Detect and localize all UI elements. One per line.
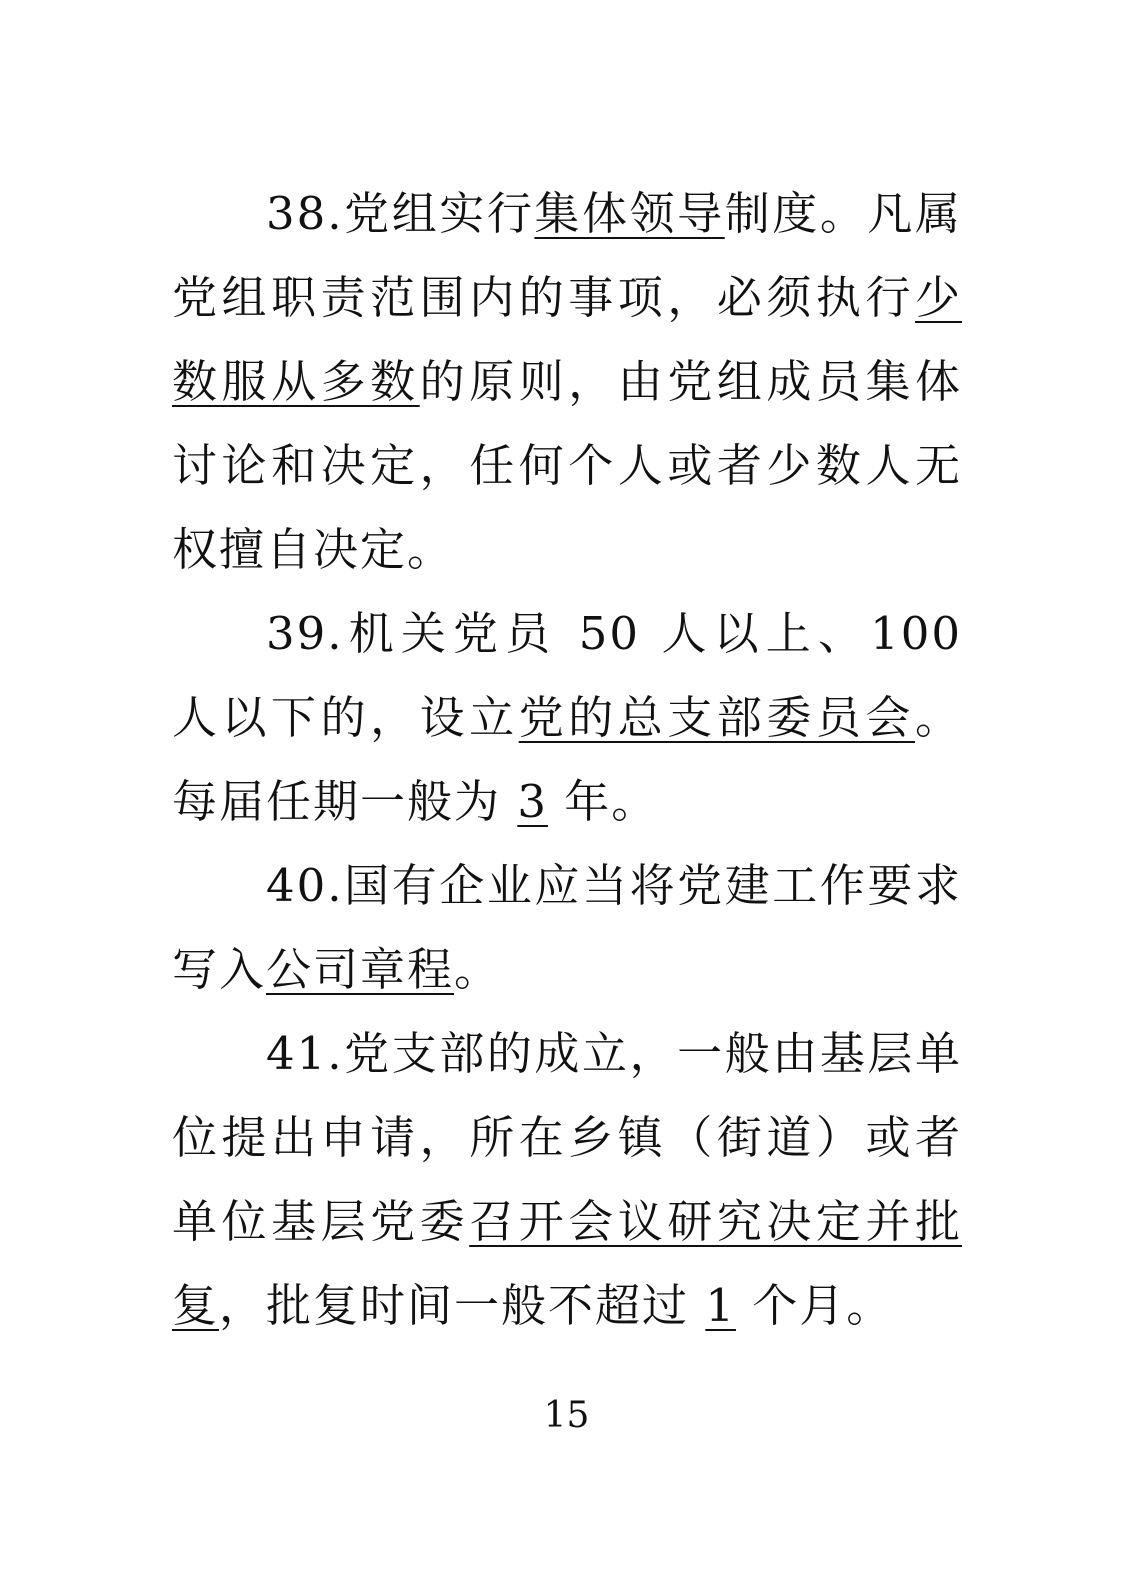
text-run: 个月。 bbox=[735, 1279, 894, 1332]
item-number: 41. bbox=[266, 1027, 344, 1080]
text-run: ，批复时间一般不超过 bbox=[219, 1279, 706, 1332]
underlined-answer: 集体领导 bbox=[534, 187, 725, 240]
text-run: 的原则，由党组成员集体讨论和决定，任何个人或者少数人无权擅自决定。 bbox=[172, 355, 962, 576]
text-run: 党支部的成立，一般由基层单位提出申请，所在乡镇（街道）或者单位基层党委 bbox=[172, 1027, 962, 1248]
text-run: 机关党员 50 人以上、100 人以下的，设立 bbox=[172, 607, 962, 744]
underlined-answer: 3 bbox=[517, 775, 548, 828]
item-38 bbox=[172, 172, 962, 592]
content-area bbox=[172, 172, 962, 1348]
text-run: 。 bbox=[454, 943, 502, 996]
underlined-answer: 党的总支部委员会 bbox=[518, 691, 915, 744]
item-number: 40. bbox=[266, 859, 344, 912]
underlined-answer: 公司章程 bbox=[266, 943, 455, 996]
text-run: 国有企业应当将党建工作要求写入 bbox=[172, 859, 962, 996]
page-number: 15 bbox=[543, 1395, 590, 1436]
item-41 bbox=[172, 1012, 962, 1348]
text-run: 。每届任期一般为 bbox=[172, 691, 962, 828]
underlined-answer: 1 bbox=[705, 1279, 736, 1332]
item-number: 39. bbox=[266, 607, 344, 660]
text-run: 党组实行 bbox=[343, 187, 535, 240]
underlined-answer: 召开会议研究决定并批复 bbox=[172, 1195, 962, 1332]
item-number: 38. bbox=[266, 187, 344, 240]
text-run: 制度。凡属党组职责范围内的事项，必须执行 bbox=[172, 187, 962, 324]
item-40 bbox=[172, 844, 962, 1012]
item-39 bbox=[172, 592, 962, 844]
underlined-answer: 少数服从多数 bbox=[172, 271, 962, 408]
text-run: 年。 bbox=[547, 775, 659, 828]
